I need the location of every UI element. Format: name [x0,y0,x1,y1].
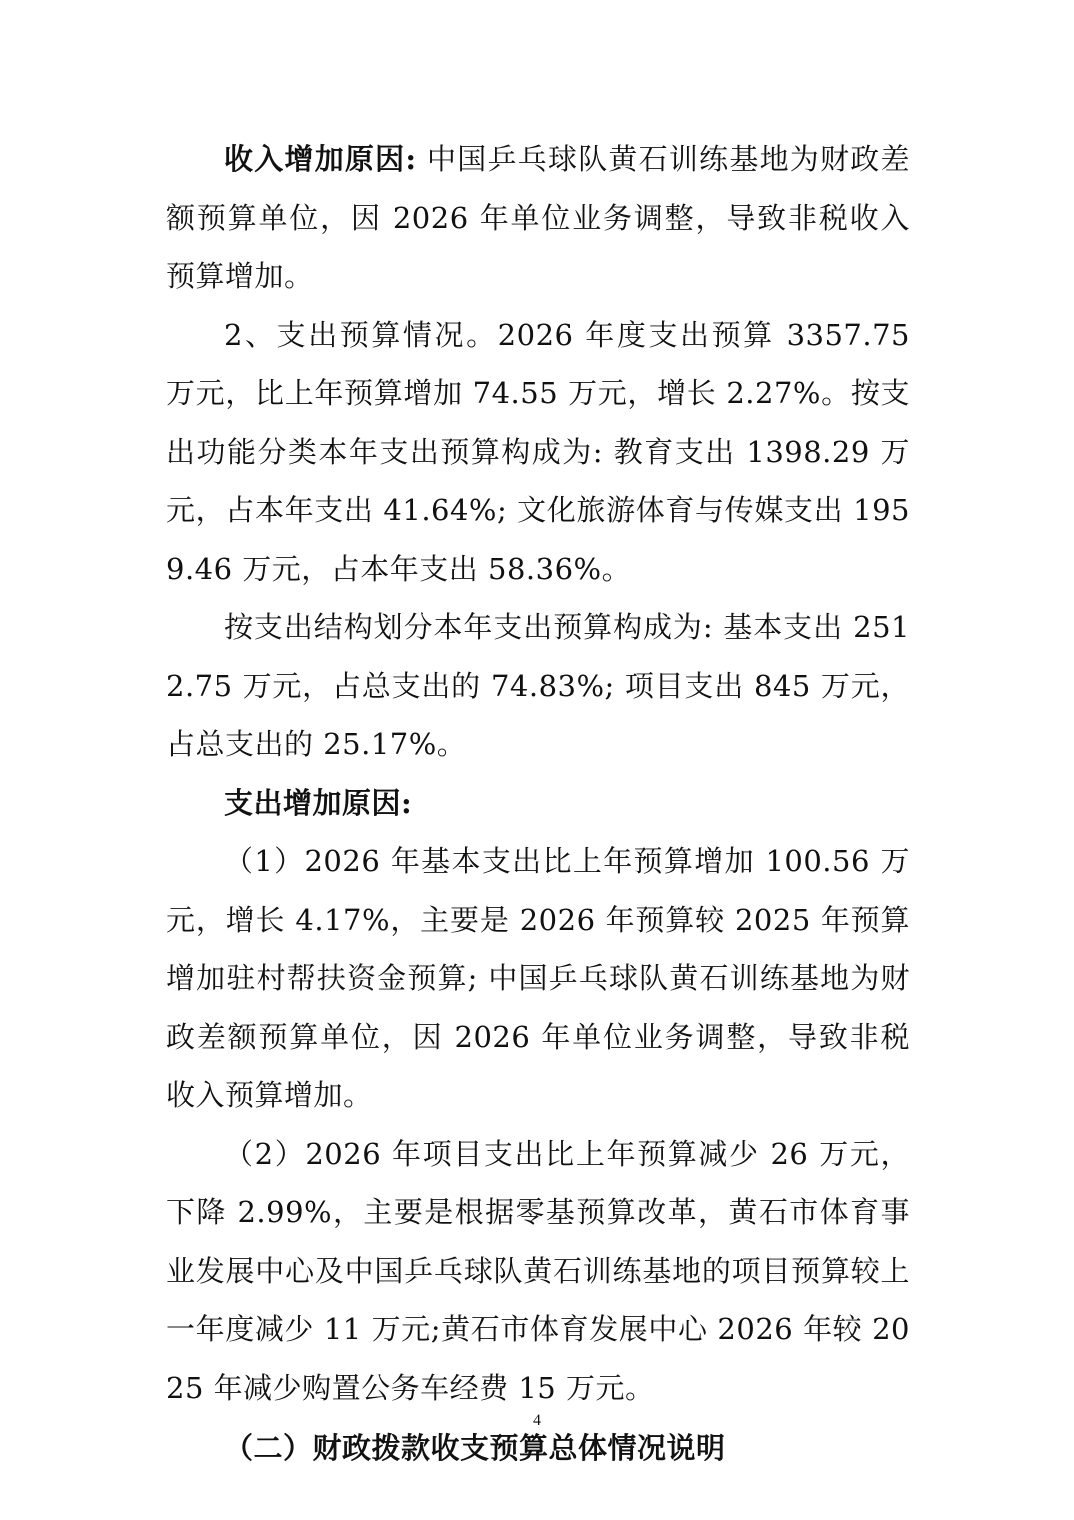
section-heading-fiscal-appropriation: （二）财政拨款收支预算总体情况说明 [224,1431,726,1465]
document-body [166,130,910,1478]
paragraph-project-expenditure: （2）2026 年项目支出比上年预算减少 26 万元，下降 2.99%，主要是根据零基预算改革，黄石市体育事业发展中心及中国乒乓球队黄石训练基地的项目预算较上一年度减少 11 万元;黄石市体育发展中心 2026 年较 2025 年减少购置公务车经费 15 万元。 [166,1136,910,1405]
paragraph-expenditure-budget: 2、支出预算情况。2026 年度支出预算 3357.75 万元，比上年预算增加 74.55 万元，增长 2.27%。按支出功能分类本年支出预算构成为: 教育支出 1398.29 万元，占本年支出 41.64%; 文化旅游体育与传媒支出 1959.46 万元，占本年支出 58.36%。 [166,317,910,586]
paragraph-basic-expenditure: （1）2026 年基本支出比上年预算增加 100.56 万元，增长 4.17%，主要是 2026 年预算较 2025 年预算增加驻村帮扶资金预算; 中国乒乓球队黄石训练基地为财政差额预算单位，因 2026 年单位业务调整，导致非税收入预算增加。 [166,844,910,1112]
paragraph-expenditure-structure: 按支出结构划分本年支出预算构成为: 基本支出 2512.75 万元，占总支出的 74.83%; 项目支出 845 万元，占总支出的 25.17%。 [166,610,910,761]
income-increase-text: 中国乒乓球队黄石训练基地为财政差额预算单位，因 2026 年单位业务调整，导致非税收入预算增加。 [166,142,910,293]
income-increase-heading: 收入增加原因: [224,142,417,176]
paragraph-income-increase [166,130,910,306]
page-number: 4 [533,1412,541,1429]
expenditure-increase-heading: 支出增加原因: [224,785,413,820]
